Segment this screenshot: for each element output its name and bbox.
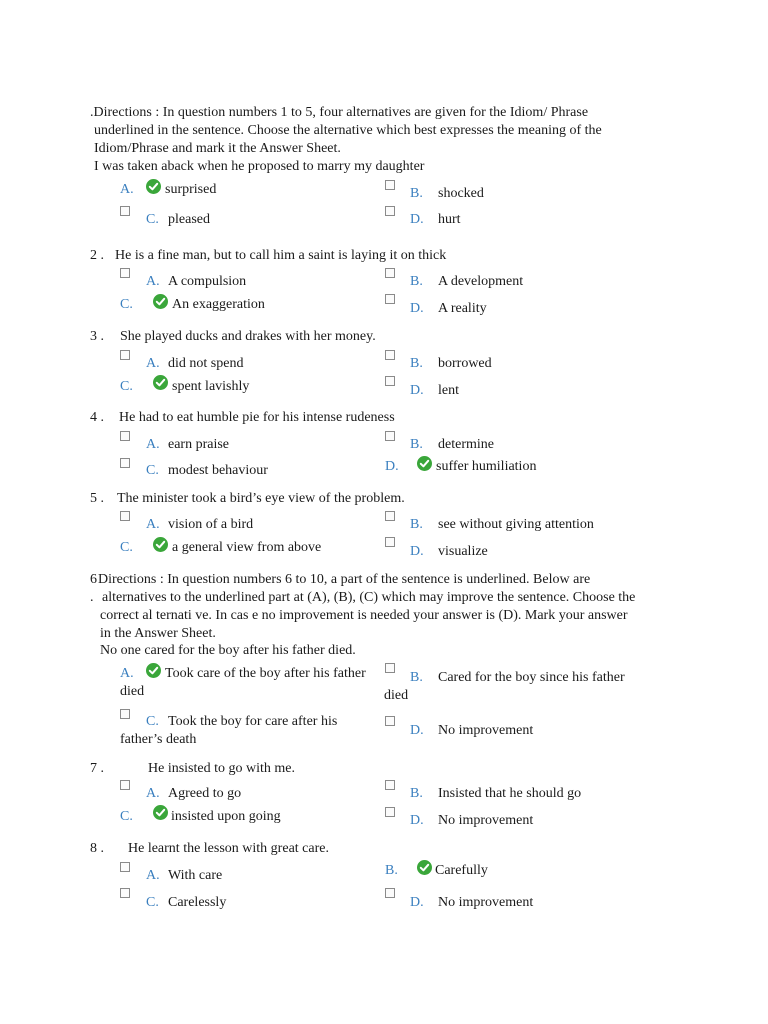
option-text[interactable]: pleased [168, 212, 210, 227]
directions-line: underlined in the sentence. Choose the alternative which best expresses the meaning of the [94, 123, 602, 138]
option-letter-a: A. [146, 274, 160, 289]
option-letter-d: D. [410, 212, 424, 227]
checkbox-icon[interactable] [385, 431, 395, 441]
question-text: She played ducks and drakes with her money. [120, 329, 376, 344]
question-text: He learnt the lesson with great care. [128, 841, 329, 856]
option-text-continued[interactable]: died [384, 688, 409, 703]
option-letter-b: B. [410, 356, 423, 371]
question-text: He had to eat humble pie for his intense rudeness [119, 410, 395, 425]
question-number: 3 . [90, 329, 104, 344]
checkbox-icon[interactable] [385, 376, 395, 386]
directions-line: in the Answer Sheet. [100, 626, 216, 641]
question-number: 8 . [90, 841, 104, 856]
question-text: I was taken aback when he proposed to marry my daughter [94, 159, 425, 174]
option-letter-a: A. [146, 868, 160, 883]
checkbox-icon[interactable] [385, 511, 395, 521]
option-letter-c: C. [120, 297, 133, 312]
option-text[interactable]: insisted upon going [171, 809, 281, 824]
directions-line: Directions : In question numbers 6 to 10, a part of the sentence is underlined. Below are [98, 572, 591, 587]
option-text[interactable]: Carelessly [168, 895, 227, 910]
checkbox-icon[interactable] [120, 780, 130, 790]
option-letter-b: B. [410, 437, 423, 452]
option-text-continued[interactable]: died [120, 684, 145, 699]
question-text: He is a fine man, but to call him a saint is laying it on thick [115, 248, 447, 263]
check-circle-icon [153, 537, 168, 552]
option-text[interactable]: No improvement [438, 813, 534, 828]
checkbox-icon[interactable] [385, 663, 395, 673]
question-text: He insisted to go with me. [148, 761, 295, 776]
option-text[interactable]: shocked [438, 186, 484, 201]
option-text[interactable]: hurt [438, 212, 461, 227]
question-number: 5 . [90, 491, 104, 506]
option-letter-b: B. [410, 670, 423, 685]
option-text[interactable]: vision of a bird [168, 517, 254, 532]
option-letter-a: A. [146, 517, 160, 532]
option-text[interactable]: No improvement [438, 723, 534, 738]
directions-line: .Directions : In question numbers 1 to 5, four alternatives are given for the Idiom/ Phrase [90, 105, 589, 120]
option-letter-b: B. [410, 186, 423, 201]
checkbox-icon[interactable] [385, 537, 395, 547]
option-text[interactable]: a general view from above [172, 540, 322, 555]
option-text[interactable]: Agreed to go [168, 786, 242, 801]
check-circle-icon [153, 294, 168, 309]
option-text[interactable]: No improvement [438, 895, 534, 910]
option-text[interactable]: An exaggeration [172, 297, 265, 312]
checkbox-icon[interactable] [120, 268, 130, 278]
option-text[interactable]: spent lavishly [172, 379, 250, 394]
checkbox-icon[interactable] [385, 180, 395, 190]
directions-line: alternatives to the underlined part at (A), (B), (C) which may improve the sentence. Choose the [102, 590, 636, 605]
checkbox-icon[interactable] [120, 350, 130, 360]
option-text[interactable]: Took the boy for care after his [168, 714, 338, 729]
check-circle-icon [417, 860, 432, 875]
option-letter-c: C. [146, 212, 159, 227]
checkbox-icon[interactable] [120, 458, 130, 468]
option-letter-d: D. [410, 723, 424, 738]
option-text[interactable]: Carefully [435, 863, 488, 878]
option-letter-c: C. [146, 895, 159, 910]
option-text[interactable]: Took care of the boy after his father [165, 666, 366, 681]
option-text-continued[interactable]: father’s death [120, 732, 197, 747]
option-letter-c: C. [146, 463, 159, 478]
checkbox-icon[interactable] [385, 780, 395, 790]
option-text[interactable]: A reality [438, 301, 487, 316]
question-text: The minister took a bird’s eye view of the problem. [117, 491, 405, 506]
option-letter-d: D. [410, 895, 424, 910]
option-text[interactable]: Insisted that he should go [438, 786, 582, 801]
option-letter-d: D. [385, 459, 399, 474]
question-number-suffix: . [90, 590, 94, 605]
check-circle-icon [146, 663, 161, 678]
option-letter-d: D. [410, 544, 424, 559]
option-text[interactable]: A development [438, 274, 524, 289]
check-circle-icon [146, 179, 161, 194]
option-text[interactable]: A compulsion [168, 274, 247, 289]
checkbox-icon[interactable] [120, 888, 130, 898]
option-text[interactable]: borrowed [438, 356, 492, 371]
option-letter-c: C. [120, 809, 133, 824]
option-letter-d: D. [410, 813, 424, 828]
check-circle-icon [153, 375, 168, 390]
option-text[interactable]: did not spend [168, 356, 244, 371]
checkbox-icon[interactable] [120, 709, 130, 719]
question-number: 4 . [90, 410, 104, 425]
option-letter-b: B. [410, 274, 423, 289]
option-letter-b: B. [410, 517, 423, 532]
option-letter-a: A. [146, 786, 160, 801]
option-letter-a: A. [146, 356, 160, 371]
option-text[interactable]: With care [168, 868, 223, 883]
checkbox-icon[interactable] [120, 431, 130, 441]
option-text[interactable]: lent [438, 383, 459, 398]
option-letter-c: C. [120, 379, 133, 394]
option-text[interactable]: see without giving attention [438, 517, 594, 532]
option-text[interactable]: determine [438, 437, 494, 452]
check-circle-icon [417, 456, 432, 471]
checkbox-icon[interactable] [120, 511, 130, 521]
checkbox-icon[interactable] [120, 206, 130, 216]
question-number: 6 [90, 572, 97, 587]
option-letter-d: D. [410, 383, 424, 398]
option-letter-a: A. [120, 182, 134, 197]
option-letter-c: C. [146, 714, 159, 729]
checkbox-icon[interactable] [385, 888, 395, 898]
option-letter-b: B. [410, 786, 423, 801]
checkbox-icon[interactable] [385, 268, 395, 278]
option-letter-d: D. [410, 301, 424, 316]
checkbox-icon[interactable] [385, 206, 395, 216]
check-circle-icon [153, 805, 168, 820]
option-letter-a: A. [146, 437, 160, 452]
directions-line: correct al ternati ve. In cas e no improvement is needed your answer is (D). Mark your answer [100, 608, 628, 623]
option-text[interactable]: suffer humiliation [436, 459, 537, 474]
option-letter-c: C. [120, 540, 133, 555]
question-text: No one cared for the boy after his father died. [100, 643, 356, 658]
option-text[interactable]: modest behaviour [168, 463, 268, 478]
option-letter-a: A. [120, 666, 134, 681]
checkbox-icon[interactable] [385, 716, 395, 726]
checkbox-icon[interactable] [385, 350, 395, 360]
question-number: 7 . [90, 761, 104, 776]
option-text[interactable]: surprised [165, 182, 217, 197]
option-text[interactable]: earn praise [168, 437, 230, 452]
checkbox-icon[interactable] [120, 862, 130, 872]
option-text[interactable]: Cared for the boy since his father [438, 670, 625, 685]
question-number: 2 . [90, 248, 104, 263]
directions-line: Idiom/Phrase and mark it the Answer Sheet. [94, 141, 341, 156]
checkbox-icon[interactable] [385, 294, 395, 304]
option-text[interactable]: visualize [438, 544, 488, 559]
option-letter-b: B. [385, 863, 398, 878]
checkbox-icon[interactable] [385, 807, 395, 817]
